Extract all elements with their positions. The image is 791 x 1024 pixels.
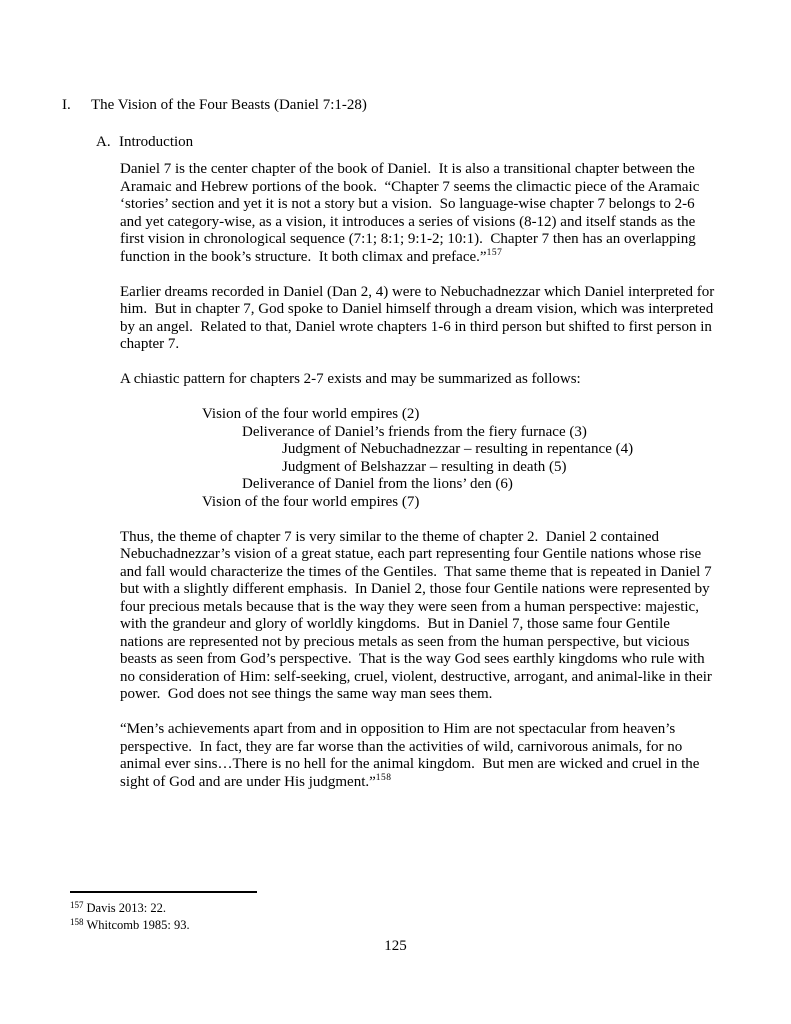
chiasm-line-2: Deliverance of Daniel’s friends from the fiery furnace (3) [242,423,587,440]
chiasm-line-4: Judgment of Belshazzar – resulting in death (5) [282,458,567,475]
chiasm-line-6: Vision of the four world empires (7) [202,493,420,510]
paragraph-theme-comparison [120,529,716,704]
chiasm-line-5: Deliverance of Daniel from the lions’ den (6) [242,476,513,492]
section-letter: A. [96,134,111,150]
footnote-157 [70,900,257,917]
footnote-ref-158: 158 [375,773,392,783]
chiasm-line-3: Judgment of Nebuchadnezzar – resulting in repentance (4) [282,441,634,457]
footnote-158 [70,917,257,934]
paragraph-text: Thus, the theme of chapter 7 is very similar to the theme of chapter 2. Daniel 2 contained Nebuchadnezzar’s vision of a great statue, each part representing four Gentile nations whose rise and fall would characterize the times of the Gentiles. That same theme that is repeated in Daniel 7 but with a slightly different emphasis. In Daniel 2, those four Gentile nations were represented by four precious metals because that is the way they were seen from a human perspective: majestic, with the grandeur and glory of worldly kingdoms. But in Daniel 7, those same four Gentile nations are represented not by precious metals as seen from the human perspective, but vicious beasts as seen from God’s perspective. That is the way God sees earthly kingdoms who rule with no consideration of Him: self-seeking, cruel, violent, destructive, arrogant, and animal-like in their power. God does not see things the same way man sees them. [120,528,716,702]
outline-heading-title: The Vision of the Four Beasts (Daniel 7:1-28) [91,97,367,113]
outline-heading [62,96,367,114]
section-heading [96,133,193,151]
footnote-area [70,891,257,934]
section-heading-title: Introduction [119,134,194,150]
footnote-text: Whitcomb 1985: 93. [86,918,190,932]
footnote-separator [70,891,257,893]
paragraph-whitcomb-quote [120,721,716,791]
paragraph-earlier-dreams [120,283,719,354]
body-text-block [120,161,719,809]
outline-numeral: I. [62,97,71,113]
footnote-marker: 158 [70,917,84,927]
footnote-text: Davis 2013: 22. [86,901,167,915]
chiasm-line-1: Vision of the four world empires (2) [202,406,420,422]
page-number: 125 [384,938,407,954]
footnote-ref-157: 157 [486,248,503,258]
footnote-marker: 157 [70,900,84,910]
paragraph-daniel-overview [120,161,716,266]
paragraph-text: “Men’s achievements apart from and in opposition to Him are not spectacular from heaven’s perspective. In fact, they are far worse than the activities of wild, carnivorous animals, for no animal ever sins…There is no hell for the animal kingdom. But men are wicked and cruel in the sight of God and are under His judgment.” [120,721,704,790]
paragraph-text: Earlier dreams recorded in Daniel (Dan 2, 4) were to Nebuchadnezzar which Daniel interpreted for him. But in chapter 7, God spoke to Daniel himself through a dream vision, which was interpreted by an angel. Related to that, Daniel wrote chapters 1-6 in third person but shifted to first person in chapter 7. [120,283,719,352]
paragraph-text: A chiastic pattern for chapters 2-7 exists and may be summarized as follows: [120,371,581,387]
paragraph-text: Daniel 7 is the center chapter of the book of Daniel. It is also a transitional chapter between the Aramaic and Hebrew portions of the book. “Chapter 7 seems the climactic piece of the Aramaic ‘stories’ section and yet it is not a story but a vision. So language-wise chapter 7 belongs to 2-6 and yet category-wise, as a vision, it introduces a series of visions (8-12) and itself stands as the first vision in chronological sequence (7:1; 8:1; 9:1-2; 10:1). Chapter 7 then has an overlapping function in the book’s structure. It both climax and preface.” [120,161,704,265]
chiasm-list [120,406,716,511]
paragraph-chiastic-intro [120,371,716,389]
